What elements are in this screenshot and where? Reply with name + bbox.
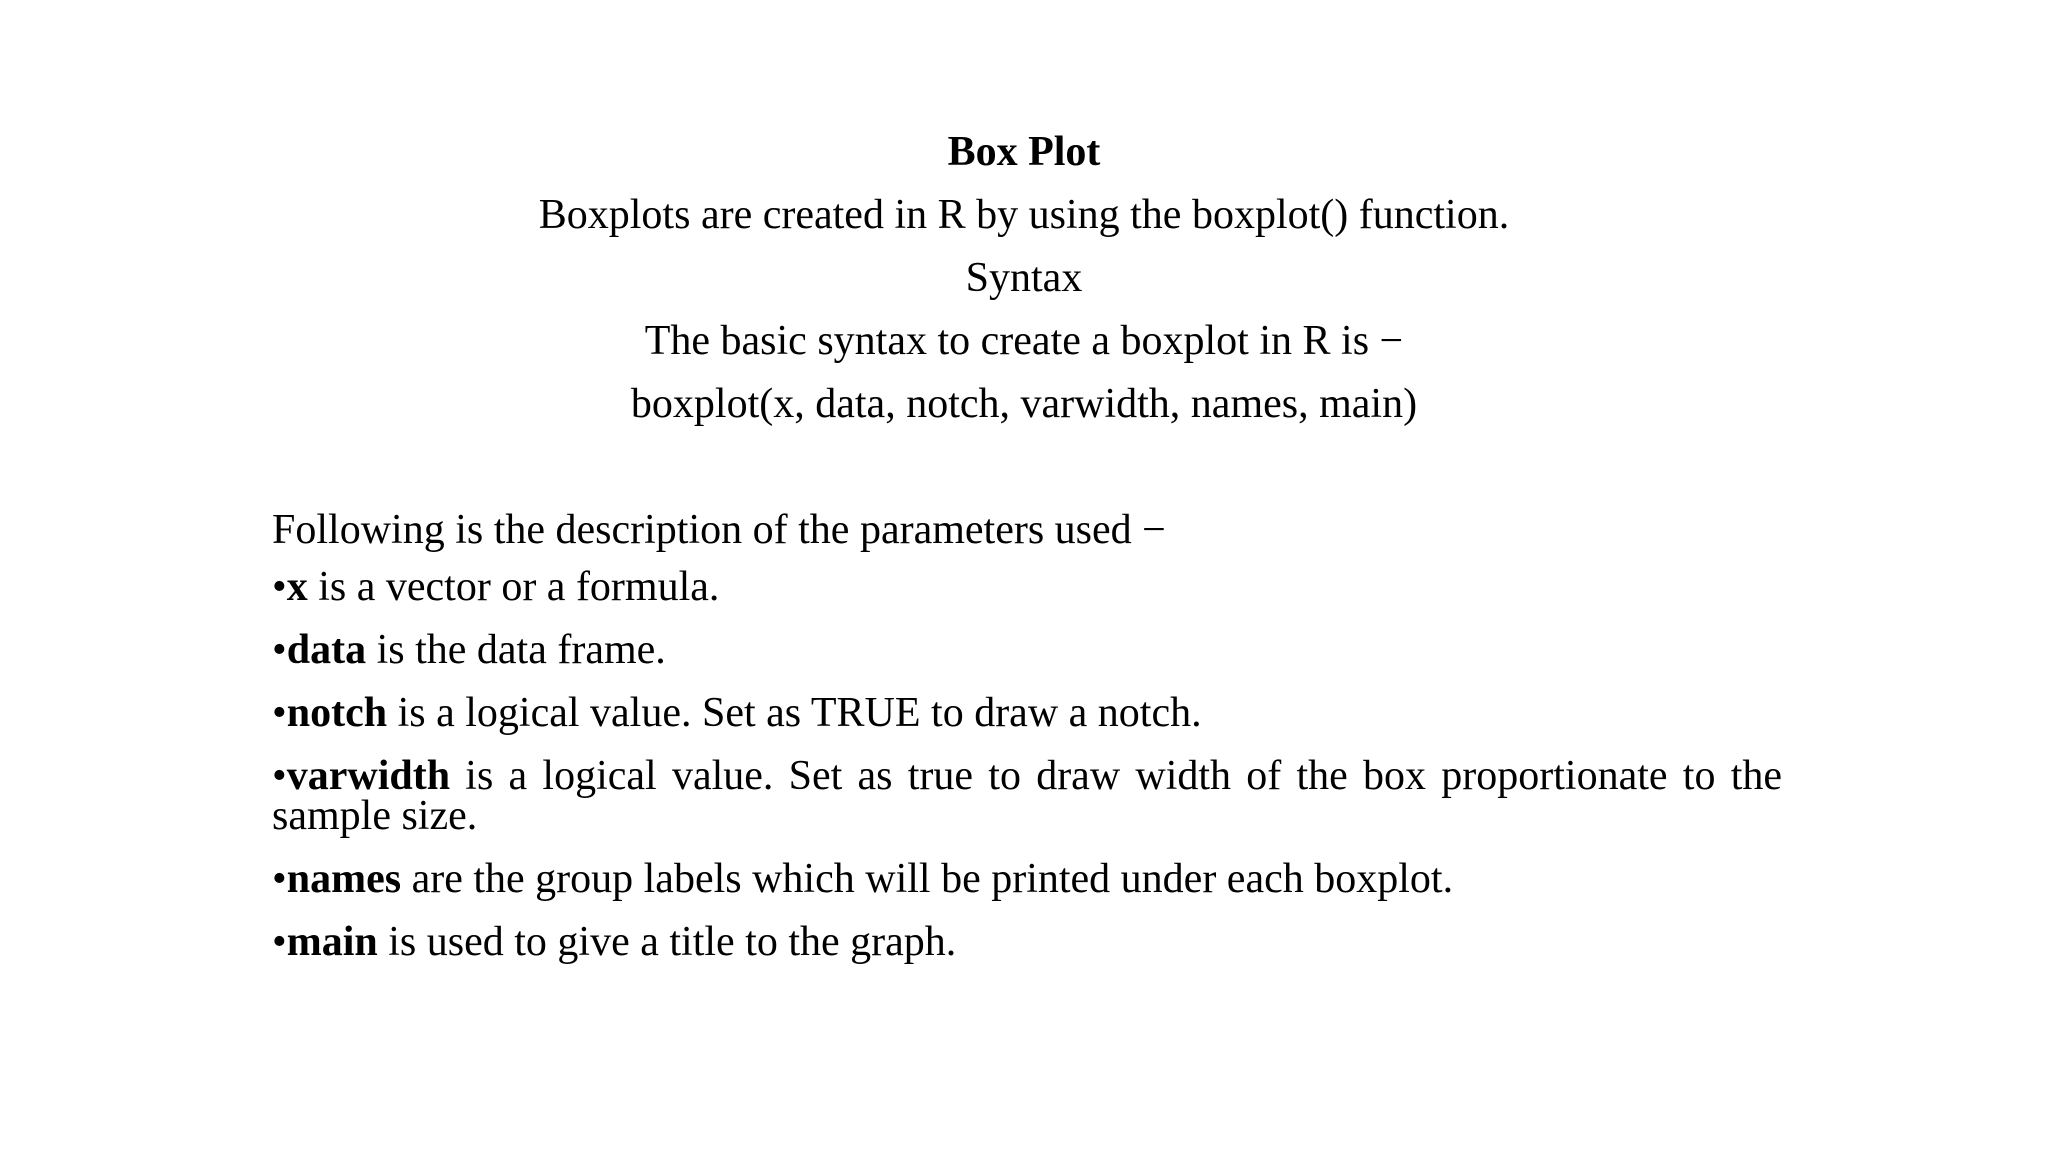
parameter-list bbox=[272, 504, 1782, 985]
parameter-term: data bbox=[286, 627, 367, 673]
slide-title: Box Plot bbox=[947, 129, 1101, 175]
parameter-item-x bbox=[272, 564, 1782, 610]
parameter-item-varwidth bbox=[272, 753, 1782, 839]
parameter-description: are the group labels which will be printed under each boxplot. bbox=[401, 856, 1454, 902]
parameter-item-main bbox=[272, 919, 1782, 965]
syntax-description: The basic syntax to create a boxplot in R is − bbox=[644, 318, 1404, 364]
syntax-code: boxplot(x, data, notch, varwidth, names, main) bbox=[630, 381, 1418, 427]
parameter-description: is a logical value. Set as true to draw width of the box proportionate to the sample size. bbox=[272, 753, 1782, 839]
parameter-description: is the data frame. bbox=[366, 627, 666, 673]
parameter-item-data bbox=[272, 627, 1782, 673]
bullet: • bbox=[272, 919, 287, 965]
parameter-description: is used to give a title to the graph. bbox=[377, 919, 957, 965]
parameter-list-lead: Following is the description of the parameters used − bbox=[272, 507, 1166, 553]
syntax-label: Syntax bbox=[965, 255, 1083, 301]
parameter-term: x bbox=[286, 564, 308, 610]
intro-text: Boxplots are created in R by using the boxplot() function. bbox=[538, 192, 1510, 238]
parameter-description: is a vector or a formula. bbox=[307, 564, 720, 610]
parameter-description: is a logical value. Set as TRUE to draw a notch. bbox=[387, 690, 1202, 736]
parameter-term: notch bbox=[286, 690, 388, 736]
bullet: • bbox=[272, 690, 287, 736]
parameter-term: main bbox=[286, 919, 378, 965]
bullet: • bbox=[272, 564, 287, 610]
parameter-term: varwidth bbox=[286, 753, 451, 799]
parameter-term: names bbox=[286, 856, 402, 902]
bullet: • bbox=[272, 627, 287, 673]
parameter-item-notch bbox=[272, 690, 1782, 736]
bullet: • bbox=[272, 856, 287, 902]
parameter-item-names bbox=[272, 856, 1782, 902]
bullet: • bbox=[272, 753, 287, 799]
